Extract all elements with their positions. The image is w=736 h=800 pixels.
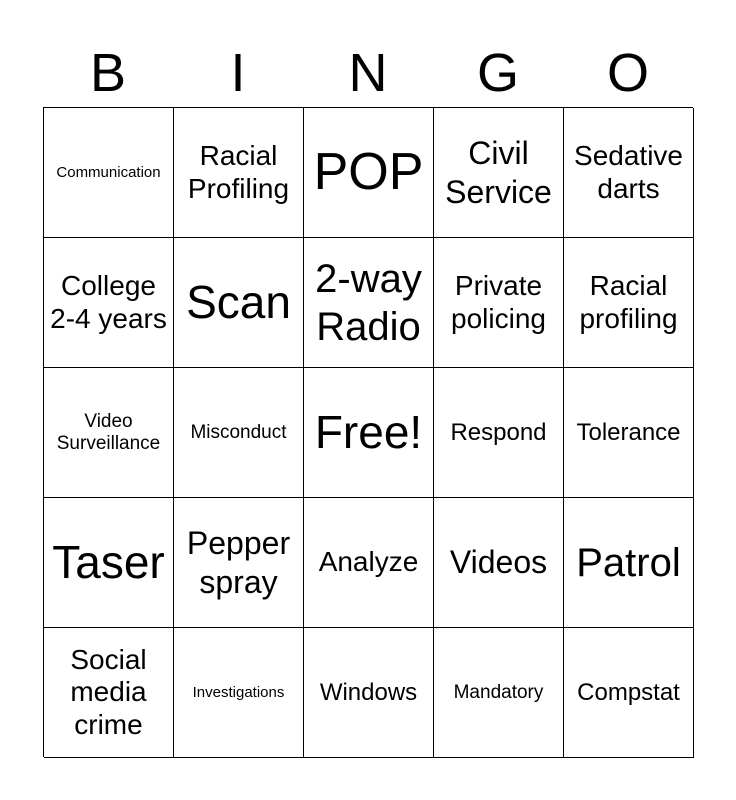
bingo-cell[interactable] [564, 368, 694, 498]
bingo-cell[interactable] [564, 238, 694, 368]
bingo-cell[interactable] [44, 238, 174, 368]
free-space-text: Free! [314, 406, 423, 459]
cell-text: Misconduct [190, 421, 287, 443]
cell-text: Scan [186, 276, 291, 329]
header-letter-i: I [230, 43, 246, 103]
bingo-board [43, 107, 693, 757]
header-letter-g: G [476, 43, 519, 103]
header-letter-n: N [348, 43, 388, 103]
cell-text: Investigations [192, 683, 285, 701]
cell-text: Compstat [577, 678, 680, 706]
bingo-cell[interactable] [174, 628, 304, 758]
cell-text: Racial Profiling [187, 140, 290, 204]
cell-text: Mandatory [453, 681, 544, 703]
bingo-cell[interactable] [44, 368, 174, 498]
bingo-header [43, 40, 693, 106]
header-letter-b: B [89, 43, 127, 103]
cell-text: Racial profiling [579, 270, 678, 334]
bingo-cell[interactable] [434, 368, 564, 498]
bingo-cell[interactable] [174, 108, 304, 238]
cell-text: Sedative darts [574, 140, 683, 204]
bingo-cell[interactable] [434, 628, 564, 758]
cell-text: Social media crime [70, 644, 147, 740]
bingo-cell[interactable] [44, 628, 174, 758]
bingo-cell[interactable] [174, 368, 304, 498]
bingo-cell[interactable] [564, 108, 694, 238]
bingo-cell[interactable] [44, 498, 174, 628]
cell-text: 2-way Radio [315, 256, 422, 349]
bingo-cell[interactable] [304, 628, 434, 758]
cell-text: Taser [52, 536, 165, 589]
cell-text: Civil Service [445, 135, 552, 210]
bingo-cell[interactable] [564, 498, 694, 628]
cell-text: Tolerance [576, 418, 681, 446]
bingo-cell[interactable] [174, 238, 304, 368]
bingo-cell[interactable] [44, 108, 174, 238]
bingo-cell[interactable] [174, 498, 304, 628]
cell-text: Pepper spray [186, 525, 291, 600]
cell-text: Video Surveillance [56, 410, 161, 454]
cell-text: Communication [56, 163, 161, 181]
bingo-cell[interactable] [434, 108, 564, 238]
bingo-cell[interactable] [434, 238, 564, 368]
bingo-cell[interactable] [304, 238, 434, 368]
bingo-cell[interactable] [304, 108, 434, 238]
cell-text: Patrol [576, 540, 681, 585]
cell-text: Respond [450, 418, 547, 446]
cell-text: Windows [319, 678, 418, 706]
free-space-cell[interactable] [304, 368, 434, 498]
bingo-cell[interactable] [434, 498, 564, 628]
bingo-cell[interactable] [304, 498, 434, 628]
bingo-cell[interactable] [564, 628, 694, 758]
cell-text: POP [313, 142, 424, 201]
cell-text: Videos [449, 544, 548, 581]
header-letter-o: O [606, 43, 649, 103]
cell-text: College 2-4 years [50, 270, 167, 334]
cell-text: Analyze [318, 546, 419, 578]
cell-text: Private policing [451, 270, 546, 334]
